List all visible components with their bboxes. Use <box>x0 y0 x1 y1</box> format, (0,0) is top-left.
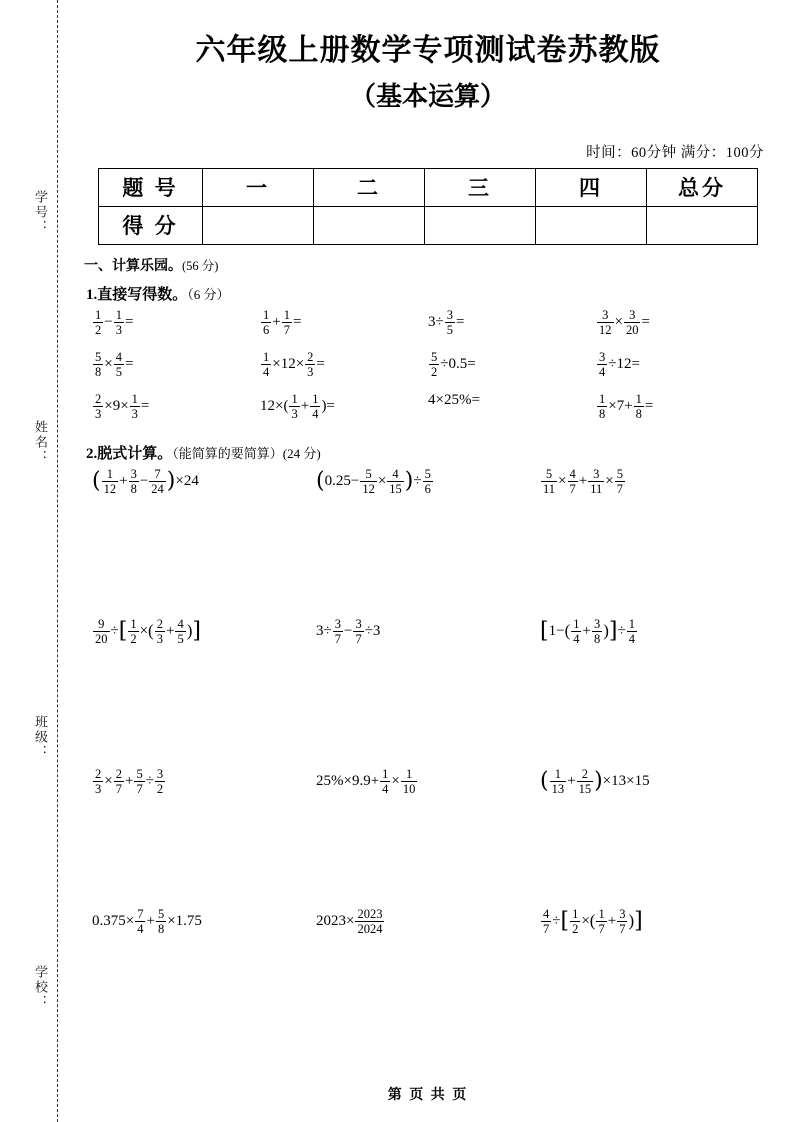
margin-label-group <box>10 0 56 1122</box>
subsection-2-points: （能简算的要简算）(24 分) <box>172 445 321 461</box>
table-row <box>99 168 758 206</box>
subsection-2-label: 2.脱式计算。 <box>86 445 173 462</box>
oral-item-2: $\frac{1}{6}$ + $\frac{1}{7}$ = <box>263 307 302 337</box>
written-item-11: 2023× $\frac{2023}{2024}$ <box>316 906 383 936</box>
oral-calc-row <box>92 392 778 434</box>
oral-calc-row <box>92 308 778 350</box>
oral-item-11: 4×25%= <box>428 391 480 408</box>
cut-line <box>57 0 58 1122</box>
exam-paper <box>78 0 778 1122</box>
score-input-2[interactable] <box>314 206 425 244</box>
score-table-col-total: 总分 <box>647 168 758 206</box>
written-calc-row <box>92 907 778 1047</box>
score-input-total[interactable] <box>647 206 758 244</box>
section-1-title <box>84 255 778 275</box>
written-calc-row <box>92 767 778 907</box>
oral-item-8: $\frac{3}{4}$ ÷12= <box>599 349 640 379</box>
score-table-row-header: 题 号 <box>99 168 203 206</box>
score-table-col-4: 四 <box>536 168 647 206</box>
table-row <box>99 206 758 244</box>
score-input-1[interactable] <box>203 206 314 244</box>
section-1-points: (56 分) <box>182 258 219 273</box>
page-title: 六年级上册数学专项测试卷苏教版 <box>195 33 661 68</box>
margin-label-school: 学校： <box>33 965 48 1010</box>
oral-item-7: $\frac{5}{2}$ ÷0.5= <box>431 349 476 379</box>
score-input-3[interactable] <box>425 206 536 244</box>
oral-item-9: $\frac{2}{3}$ ×9× $\frac{1}{3}$ = <box>95 391 150 421</box>
page-subtitle: （基本运算） <box>349 81 506 112</box>
margin-label-class: 班级： <box>33 715 48 760</box>
score-table-col-1: 一 <box>203 168 314 206</box>
subsection-1-label: 1.直接写得数。 <box>86 286 188 303</box>
subsection-1-title <box>86 283 778 304</box>
written-item-1: ( $\frac{1}{12}$ + $\frac{3}{8}$ − $\frac{7}{24}$ )×24 <box>92 466 199 496</box>
written-item-2: (0.25− $\frac{5}{12}$ × $\frac{4}{15}$ )÷ $\frac{5}{6}$ <box>316 466 431 496</box>
written-item-8: 25%×9.9+ $\frac{1}{4}$ × $\frac{1}{10}$ <box>316 766 416 796</box>
score-table-col-3: 三 <box>425 168 536 206</box>
oral-item-6: $\frac{1}{4}$ ×12× $\frac{2}{3}$ = <box>263 349 325 379</box>
oral-item-1: $\frac{1}{2}$ − $\frac{1}{3}$ = <box>95 307 134 337</box>
oral-item-4: $\frac{3}{12}$ × $\frac{3}{20}$ = <box>599 307 650 337</box>
written-calc-row <box>92 467 778 617</box>
margin-label-name: 姓名： <box>33 420 48 465</box>
margin-label-student-id: 学号： <box>33 190 48 235</box>
exam-meta: 时间：60分钟 满分：100分 <box>586 144 764 161</box>
written-item-10: 0.375× $\frac{7}{4}$ + $\frac{5}{8}$ ×1.75 <box>92 906 202 936</box>
oral-item-10: 12×( $\frac{1}{3}$ + $\frac{1}{4}$ )= <box>260 391 335 421</box>
score-table-col-2: 二 <box>314 168 425 206</box>
oral-item-3: 3÷ $\frac{3}{5}$ = <box>428 307 465 337</box>
written-item-7: $\frac{2}{3}$ × $\frac{2}{7}$ + $\frac{5}{7}$ ÷ $\frac{3}{2}$ <box>95 766 164 796</box>
written-item-5: 3÷ $\frac{3}{7}$ − $\frac{3}{7}$ ÷3 <box>316 616 381 646</box>
subsection-1-points: （6 分） <box>187 286 230 302</box>
written-item-12: $\frac{4}{7}$ ÷[ $\frac{1}{2}$ ×( $\frac{1}{7}$ + $\frac{3}{7}$ )] <box>543 906 643 936</box>
oral-item-12: $\frac{1}{8}$ ×7+ $\frac{1}{8}$ = <box>599 391 654 421</box>
score-table <box>98 168 758 245</box>
oral-calc-row <box>92 350 778 392</box>
oral-item-5: $\frac{5}{8}$ × $\frac{4}{5}$ = <box>95 349 134 379</box>
score-input-4[interactable] <box>536 206 647 244</box>
written-item-4: $\frac{9}{20}$ ÷[ $\frac{1}{2}$ ×( $\frac{2}{3}$ + $\frac{4}{5}$ )] <box>95 616 201 646</box>
subsection-2-title <box>86 442 778 463</box>
written-calc-row <box>92 617 778 767</box>
section-1-label: 一、计算乐园。 <box>84 258 182 274</box>
written-item-6: [1−( $\frac{1}{4}$ + $\frac{3}{8}$ )]÷ $\frac{1}{4}$ <box>540 616 635 646</box>
score-table-row-header-2: 得 分 <box>99 206 203 244</box>
page-footer: 第 页 共 页 <box>387 1088 469 1103</box>
written-item-9: ( $\frac{1}{13}$ + $\frac{2}{15}$ )×13×15 <box>540 766 650 796</box>
written-item-3: $\frac{5}{11}$ × $\frac{4}{7}$ + $\frac{3}{11}$ × $\frac{5}{7}$ <box>543 466 623 496</box>
